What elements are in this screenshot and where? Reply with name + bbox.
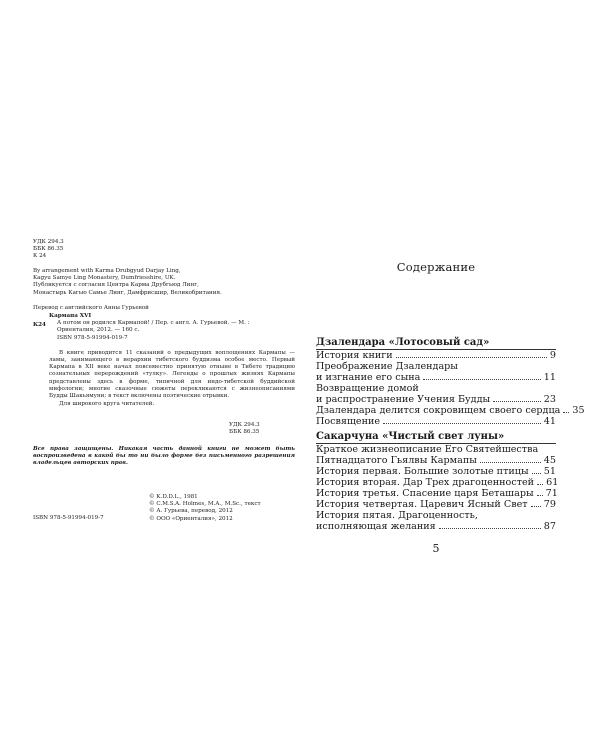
leader-dots [480, 462, 541, 463]
toc-entry-page: 87 [543, 521, 556, 532]
toc-entry[interactable] [316, 361, 556, 372]
translation-note: Перевод с английского Анны Гурьевой [33, 305, 149, 311]
toc-entry-page: 11 [543, 372, 556, 383]
copyright-line: © K.D.D.L., 1981 [149, 494, 198, 500]
section-title: Дзалендара «Лотосовый сад» [316, 337, 556, 350]
toc-entry-page: 61 [546, 477, 559, 488]
toc-entry-title: исполняющая желания [316, 521, 436, 532]
leader-dots [532, 473, 541, 474]
toc-entry-page: 9 [549, 350, 556, 361]
udk-code: УДК 294.3 [33, 239, 64, 245]
copyright-line: © C.M.S.A. Holmes, M.A., M.Sc., текст [149, 501, 261, 508]
toc-entry[interactable] [316, 383, 556, 394]
copyright-line: © ООО «Ориенталия», 2012 [149, 515, 233, 522]
toc-section-1 [316, 337, 585, 427]
arrangement-line: Kagyu Samye Ling Monastery, Dumfriesshire, UK. [33, 275, 176, 282]
toc-entry-title: Краткое жизнеописание Его Святейшества [316, 444, 539, 455]
arrangement-line: Монастырь Кагью Самье Линг, Дамфрисшир, Великобритания. [33, 289, 222, 296]
page-number: 5 [432, 542, 440, 555]
contents-title: Содержание [396, 260, 476, 274]
annotation-text: В книге приводится 11 сказаний о предыдущих воплощениях Кармапы — ламы, занимающего в иерархии тибетского буддизма особое место. Первый Кармапа в XII веке начал повсеместно принятую отныне в Тибете традицию сознательных перерождений «тулку». Легенды о прошлых жизнях Кармапы представлены здесь в форме, типичной для индо-тибетской буддийской мифологии; многие сказочные сюжеты перекликаются с жизнеописаниями Будды Шакьямуни; в текст включены поэтические отрывки. [49, 349, 295, 400]
toc-entry[interactable] [316, 405, 585, 416]
arrangement-line: Публикуется с согласия Центра Карма Друбгьюд Линг, [33, 282, 199, 289]
toc-entry-page: 45 [543, 455, 556, 466]
toc-entry-title: и распространение Учения Будды [316, 394, 491, 405]
toc-entry[interactable] [316, 350, 556, 361]
leader-dots [563, 412, 569, 413]
classification-block [33, 239, 64, 261]
toc-entry[interactable] [316, 372, 556, 383]
leader-dots [396, 357, 547, 358]
toc-entry[interactable] [316, 416, 556, 427]
copyright-line: © А. Гурьева, перевод, 2012 [149, 508, 233, 515]
toc-entry[interactable] [316, 466, 556, 477]
toc-entry-title: История вторая. Дар Трех драгоценностей [316, 477, 535, 488]
leader-dots [531, 506, 541, 507]
leader-dots [537, 484, 543, 485]
toc-entry-page: 23 [543, 394, 556, 405]
toc-entry-title: История пятая. Драгоценность, [316, 510, 478, 521]
toc-section-2 [316, 431, 559, 532]
catalog-card [49, 313, 295, 408]
toc-entry-page: 79 [543, 499, 556, 510]
toc-entry-page: 51 [543, 466, 556, 477]
audience-note: Для широкого круга читателей. [59, 401, 155, 408]
toc-entry-title: Возвращение домой [316, 383, 419, 394]
arrangement-notice [33, 268, 222, 297]
toc-entry-title: Пятнадцатого Гьялвы Кармапы [316, 455, 477, 466]
leader-dots [383, 423, 541, 424]
bbk-code-repeat: ББК 86.35 [229, 429, 260, 436]
copyright-block [149, 494, 261, 523]
toc-entry-title: История книги [316, 350, 393, 361]
toc-entry[interactable] [316, 477, 559, 488]
bbk-code: ББК 86.35 [33, 246, 64, 253]
toc-entry-title: и изгнание его сына [316, 372, 421, 383]
toc-entry[interactable] [316, 444, 556, 455]
catalog-author: Кармапа XVI [49, 313, 92, 319]
toc-entry[interactable] [316, 499, 556, 510]
toc-entry[interactable] [316, 510, 556, 521]
toc-entry[interactable] [316, 521, 556, 532]
leader-dots [493, 401, 541, 402]
catalog-isbn: ISBN 978-5-91994-019-7 [57, 334, 128, 341]
toc-entry-title: История первая. Большие золотые птицы [316, 466, 529, 477]
toc-entry[interactable] [316, 394, 556, 405]
leader-dots [423, 379, 540, 380]
catalog-entry-line: Ориенталия, 2012. — 160 с. [57, 327, 140, 334]
leader-dots [537, 495, 543, 496]
isbn: ISBN 978-5-91994-019-7 [33, 515, 104, 521]
toc-entry-title: Дзалендара делится сокровищем своего сердца [316, 405, 561, 416]
toc-entry[interactable] [316, 488, 556, 499]
leader-dots [439, 528, 541, 529]
section-title: Сакарчуна «Чистый свет луны» [316, 431, 556, 444]
udk-code-repeat: УДК 294.3 [229, 422, 260, 428]
toc-entry-title: Посвящение [316, 416, 381, 427]
author-mark: К 24 [33, 253, 47, 260]
toc-entry-title: История четвертая. Царевич Ясный Свет [316, 499, 528, 510]
rights-notice: Все права защищены. Никакая часть данной книги не может быть воспроизведена в какой бы то ни было форме без письменного разрешения владельцев авторских прав. [33, 446, 295, 467]
toc-entry-title: История третья. Спасение царя Беташары [316, 488, 534, 499]
catalog-entry-line: А потом он родился Кармапой! / Пер. с англ. А. Гурьевой. — М. : [57, 320, 250, 327]
classification-repeat [229, 422, 260, 436]
toc-entry-page: 35 [572, 405, 585, 416]
arrangement-line: By arrangement with Karma Drubgyud Darjay Ling, [33, 268, 181, 274]
toc-entry[interactable] [316, 455, 556, 466]
catalog-code: К24 [33, 322, 46, 328]
toc-entry-page: 41 [543, 416, 556, 427]
toc-entry-page: 71 [545, 488, 558, 499]
toc-entry-title: Преображение Дзалендары [316, 361, 458, 372]
